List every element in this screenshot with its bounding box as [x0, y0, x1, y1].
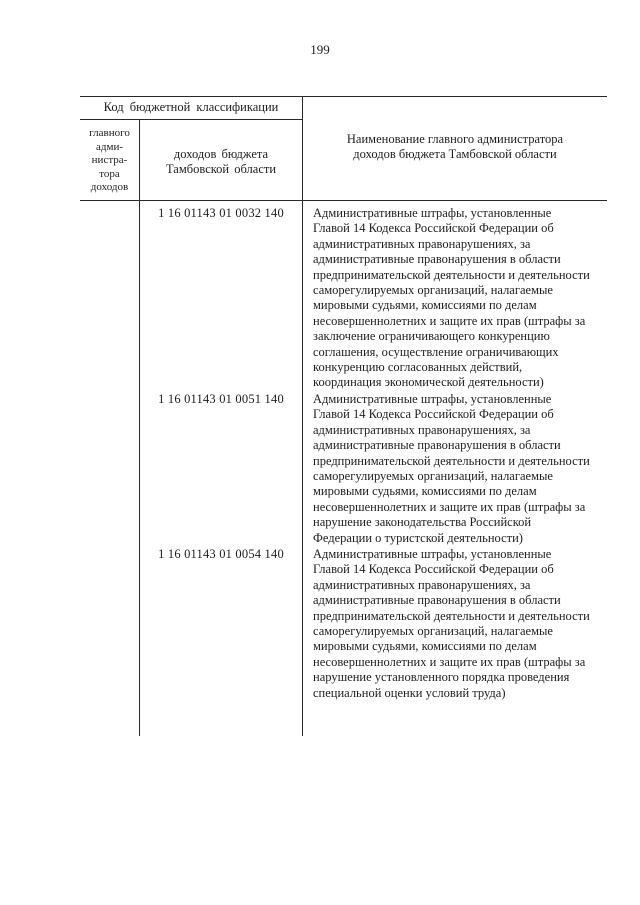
- description-line: предпринимательской деятельности и деятельности: [313, 267, 590, 282]
- header-kbk-title: Код бюджетной классификации: [103, 100, 279, 114]
- page-number: 199: [310, 42, 330, 57]
- description-line: соглашения, осуществление ограничивающих: [313, 344, 559, 359]
- header-admin-column: [80, 127, 139, 195]
- description-line: административных правонарушениях, за: [313, 422, 531, 437]
- header-name-column: [303, 132, 607, 162]
- header-admin-line: доходов: [90, 181, 129, 193]
- row-description: [313, 547, 605, 701]
- row-code: 1 16 01143 01 0051 140: [158, 392, 284, 406]
- description-line: специальной оценки условий труда): [313, 685, 506, 700]
- row-code: 1 16 01143 01 0032 140: [158, 206, 284, 220]
- column-divider-name: [302, 96, 303, 736]
- header-name-line: доходов бюджета Тамбовской области: [353, 147, 557, 161]
- description-line: мировыми судьями, комиссиями по делам: [313, 639, 537, 654]
- row-description: [313, 206, 605, 391]
- description-line: саморегулируемых организаций, налагаемые: [313, 283, 553, 298]
- description-line: административные правонарушения в области: [313, 252, 561, 267]
- description-line: Главой 14 Кодекса Российской Федерации об: [313, 562, 554, 577]
- description-line: предпринимательской деятельности и деятельности: [313, 453, 590, 468]
- budget-classification-table: [80, 96, 607, 736]
- description-line: нарушение законодательства Российской: [313, 515, 532, 530]
- description-line: координация экономической деятельности): [313, 375, 544, 390]
- header-admin-line: нистра-: [91, 154, 128, 166]
- description-line: административных правонарушениях, за: [313, 577, 531, 592]
- description-line: конкуренцию согласованных действий,: [313, 360, 523, 375]
- header-bottom-border: [80, 200, 607, 201]
- description-line: несовершеннолетних и защите их прав (штрафы за: [313, 313, 586, 328]
- description-line: нарушение установленного порядка проведения: [313, 670, 570, 685]
- header-divider-line: [80, 119, 302, 120]
- description-line: Главой 14 Кодекса Российской Федерации об: [313, 221, 554, 236]
- header-admin-line: адми-: [96, 140, 123, 153]
- description-line: Административные штрафы, установленные: [313, 392, 552, 406]
- header-income-column: [140, 147, 302, 177]
- description-line: административные правонарушения в области: [313, 438, 561, 453]
- header-admin-line: главного: [89, 127, 130, 139]
- description-line: административные правонарушения в области: [313, 593, 561, 608]
- description-line: саморегулируемых организаций, налагаемые: [313, 624, 553, 639]
- header-income-line: доходов бюджета: [173, 147, 269, 161]
- description-line: предпринимательской деятельности и деятельности: [313, 608, 590, 623]
- header-income-line: Тамбовской области: [165, 162, 277, 176]
- header-admin-line: тора: [99, 167, 120, 180]
- description-line: Административные штрафы, установленные: [313, 206, 552, 220]
- table-top-border: [80, 96, 607, 97]
- description-line: Федерации о туристской деятельности): [313, 530, 523, 545]
- description-line: саморегулируемых организаций, налагаемые: [313, 469, 553, 484]
- description-line: несовершеннолетних и защите их прав (штрафы за: [313, 654, 586, 669]
- description-line: административных правонарушениях, за: [313, 236, 531, 251]
- description-line: мировыми судьями, комиссиями по делам: [313, 484, 537, 499]
- header-name-line: Наименование главного администратора: [346, 132, 564, 146]
- description-line: Главой 14 Кодекса Российской Федерации об: [313, 407, 554, 422]
- description-line: Административные штрафы, установленные: [313, 547, 552, 561]
- description-line: мировыми судьями, комиссиями по делам: [313, 298, 537, 313]
- description-line: заключение ограничивающего конкуренцию: [313, 329, 550, 344]
- row-description: [313, 392, 605, 546]
- row-code: 1 16 01143 01 0054 140: [158, 547, 284, 561]
- description-line: несовершеннолетних и защите их прав (штрафы за: [313, 499, 586, 514]
